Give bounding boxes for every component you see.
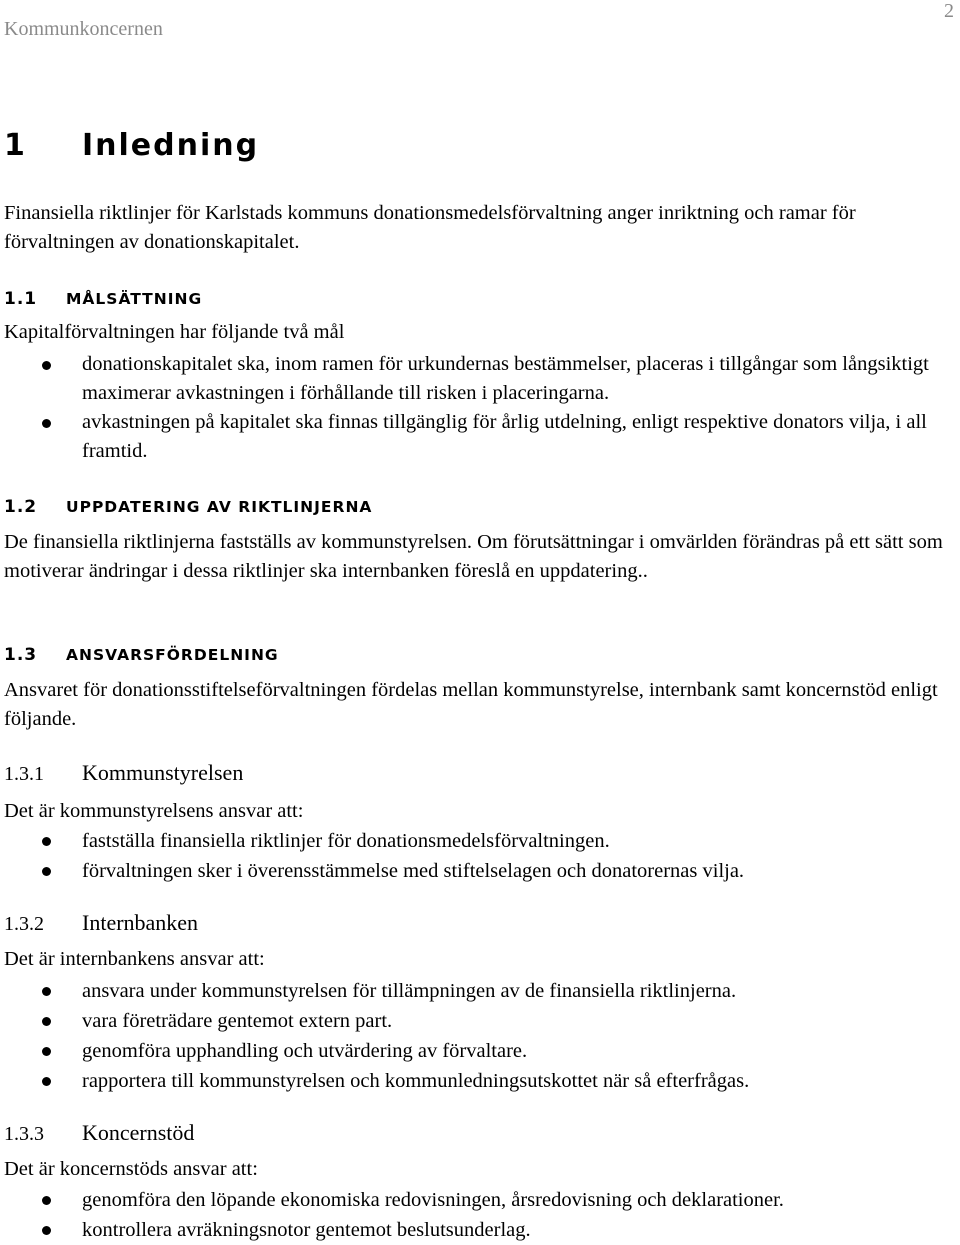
section-1-1-number: 1.1 [4,289,38,309]
section-1-1-title: MÅLSÄTTNING [66,290,203,308]
section-1-3-3-lead: Det är koncernstöds ansvar att: [4,1158,258,1180]
bullet-icon [42,1196,51,1205]
section-1-3-1-number: 1.3.1 [4,763,44,785]
list-item-text: ansvara under kommunstyrelsen för tillämpningen av de finansiella riktlinjerna. [82,980,737,1002]
bullet-icon [42,837,51,846]
list-item [0,1066,950,1096]
bullet-icon [42,1077,51,1086]
list-item-text: donationskapitalet ska, inom ramen för urkundernas bestämmelser, placeras i tillgångar som långsiktigt maximerar avkastningen i förhållande till risken i placeringarna. [82,353,929,404]
list-item-text: rapportera till kommunstyrelsen och kommunledningsutskottet när så efterfrågas. [82,1070,750,1092]
section-1-3-2-lead: Det är internbankens ansvar att: [4,948,265,970]
list-item [0,976,950,1006]
section-1-3-3-number: 1.3.3 [4,1123,44,1145]
section-1-intro: Finansiella riktlinjer för Karlstads kommuns donationsmedelsförvaltning anger inriktning och ramar för förvaltningen av donationskapitalet. [4,202,856,253]
list-item [0,1215,950,1245]
section-1-3-1-list [0,826,950,886]
running-head: Kommunkoncernen [4,18,163,40]
section-1-number: 1 [4,128,27,163]
section-1-3-2-number: 1.3.2 [4,913,44,935]
list-item [0,1185,950,1215]
section-1-3-2-list [0,976,950,1096]
page-number: 2 [944,0,954,22]
list-item-text: kontrollera avräkningsnotor gentemot beslutsunderlag. [82,1219,531,1241]
bullet-icon [42,867,51,876]
list-item-text: förvaltningen sker i överensstämmelse med stiftelselagen och donatorernas vilja. [82,860,745,882]
bullet-icon [42,987,51,996]
list-item [0,826,950,856]
section-1-2-title: UPPDATERING AV RIKTLINJERNA [66,498,373,516]
section-1-3-3-list [0,1185,950,1245]
section-1-3-number: 1.3 [4,645,38,665]
section-1-3-3-heading [4,1120,194,1148]
bullet-icon [42,361,51,370]
section-1-2-number: 1.2 [4,497,38,517]
section-1-3-text: Ansvaret för donationsstiftelseförvaltningen fördelas mellan kommunstyrelse, internbank samt koncernstöd enligt följande. [4,679,938,730]
list-item-text: vara företrädare gentemot extern part. [82,1010,393,1032]
section-1-3-3-title: Koncernstöd [82,1120,195,1145]
section-1-3-heading [4,645,279,667]
bullet-icon [42,419,51,428]
section-1-3-2-title: Internbanken [82,910,199,935]
section-1-3-1-lead: Det är kommunstyrelsens ansvar att: [4,800,304,822]
section-1-3-2-heading [4,910,198,938]
section-1-heading [4,128,259,163]
bullet-icon [42,1047,51,1056]
list-item-text: avkastningen på kapitalet ska finnas tillgänglig för årlig utdelning, enligt respektive donators vilja, i all framtid. [82,411,927,462]
section-1-2-heading [4,497,372,519]
list-item-text: genomföra den löpande ekonomiska redovisningen, årsredovisning och deklarationer. [82,1189,784,1211]
section-1-1-list [0,350,950,466]
list-item [0,1036,950,1066]
bullet-icon [42,1226,51,1235]
section-1-3-1-heading [4,760,243,788]
section-1-3-1-title: Kommunstyrelsen [82,760,244,785]
section-1-title: Inledning [82,128,260,163]
bullet-icon [42,1017,51,1026]
list-item [0,408,950,466]
list-item [0,1006,950,1036]
list-item [0,350,950,408]
section-1-1-heading [4,289,202,311]
section-1-2-text: De finansiella riktlinjerna fastställs av kommunstyrelsen. Om förutsättningar i omvärlden förändras på ett sätt som motiverar ändringar i dessa riktlinjer ska internbanken föreslå en uppdatering.. [4,531,943,582]
list-item-text: genomföra upphandling och utvärdering av förvaltare. [82,1040,528,1062]
list-item-text: fastställa finansiella riktlinjer för donationsmedelsförvaltningen. [82,830,610,852]
section-1-3-title: ANSVARSFÖRDELNING [66,646,279,664]
list-item [0,856,950,886]
section-1-1-lead: Kapitalförvaltningen har följande två mål [4,321,345,343]
